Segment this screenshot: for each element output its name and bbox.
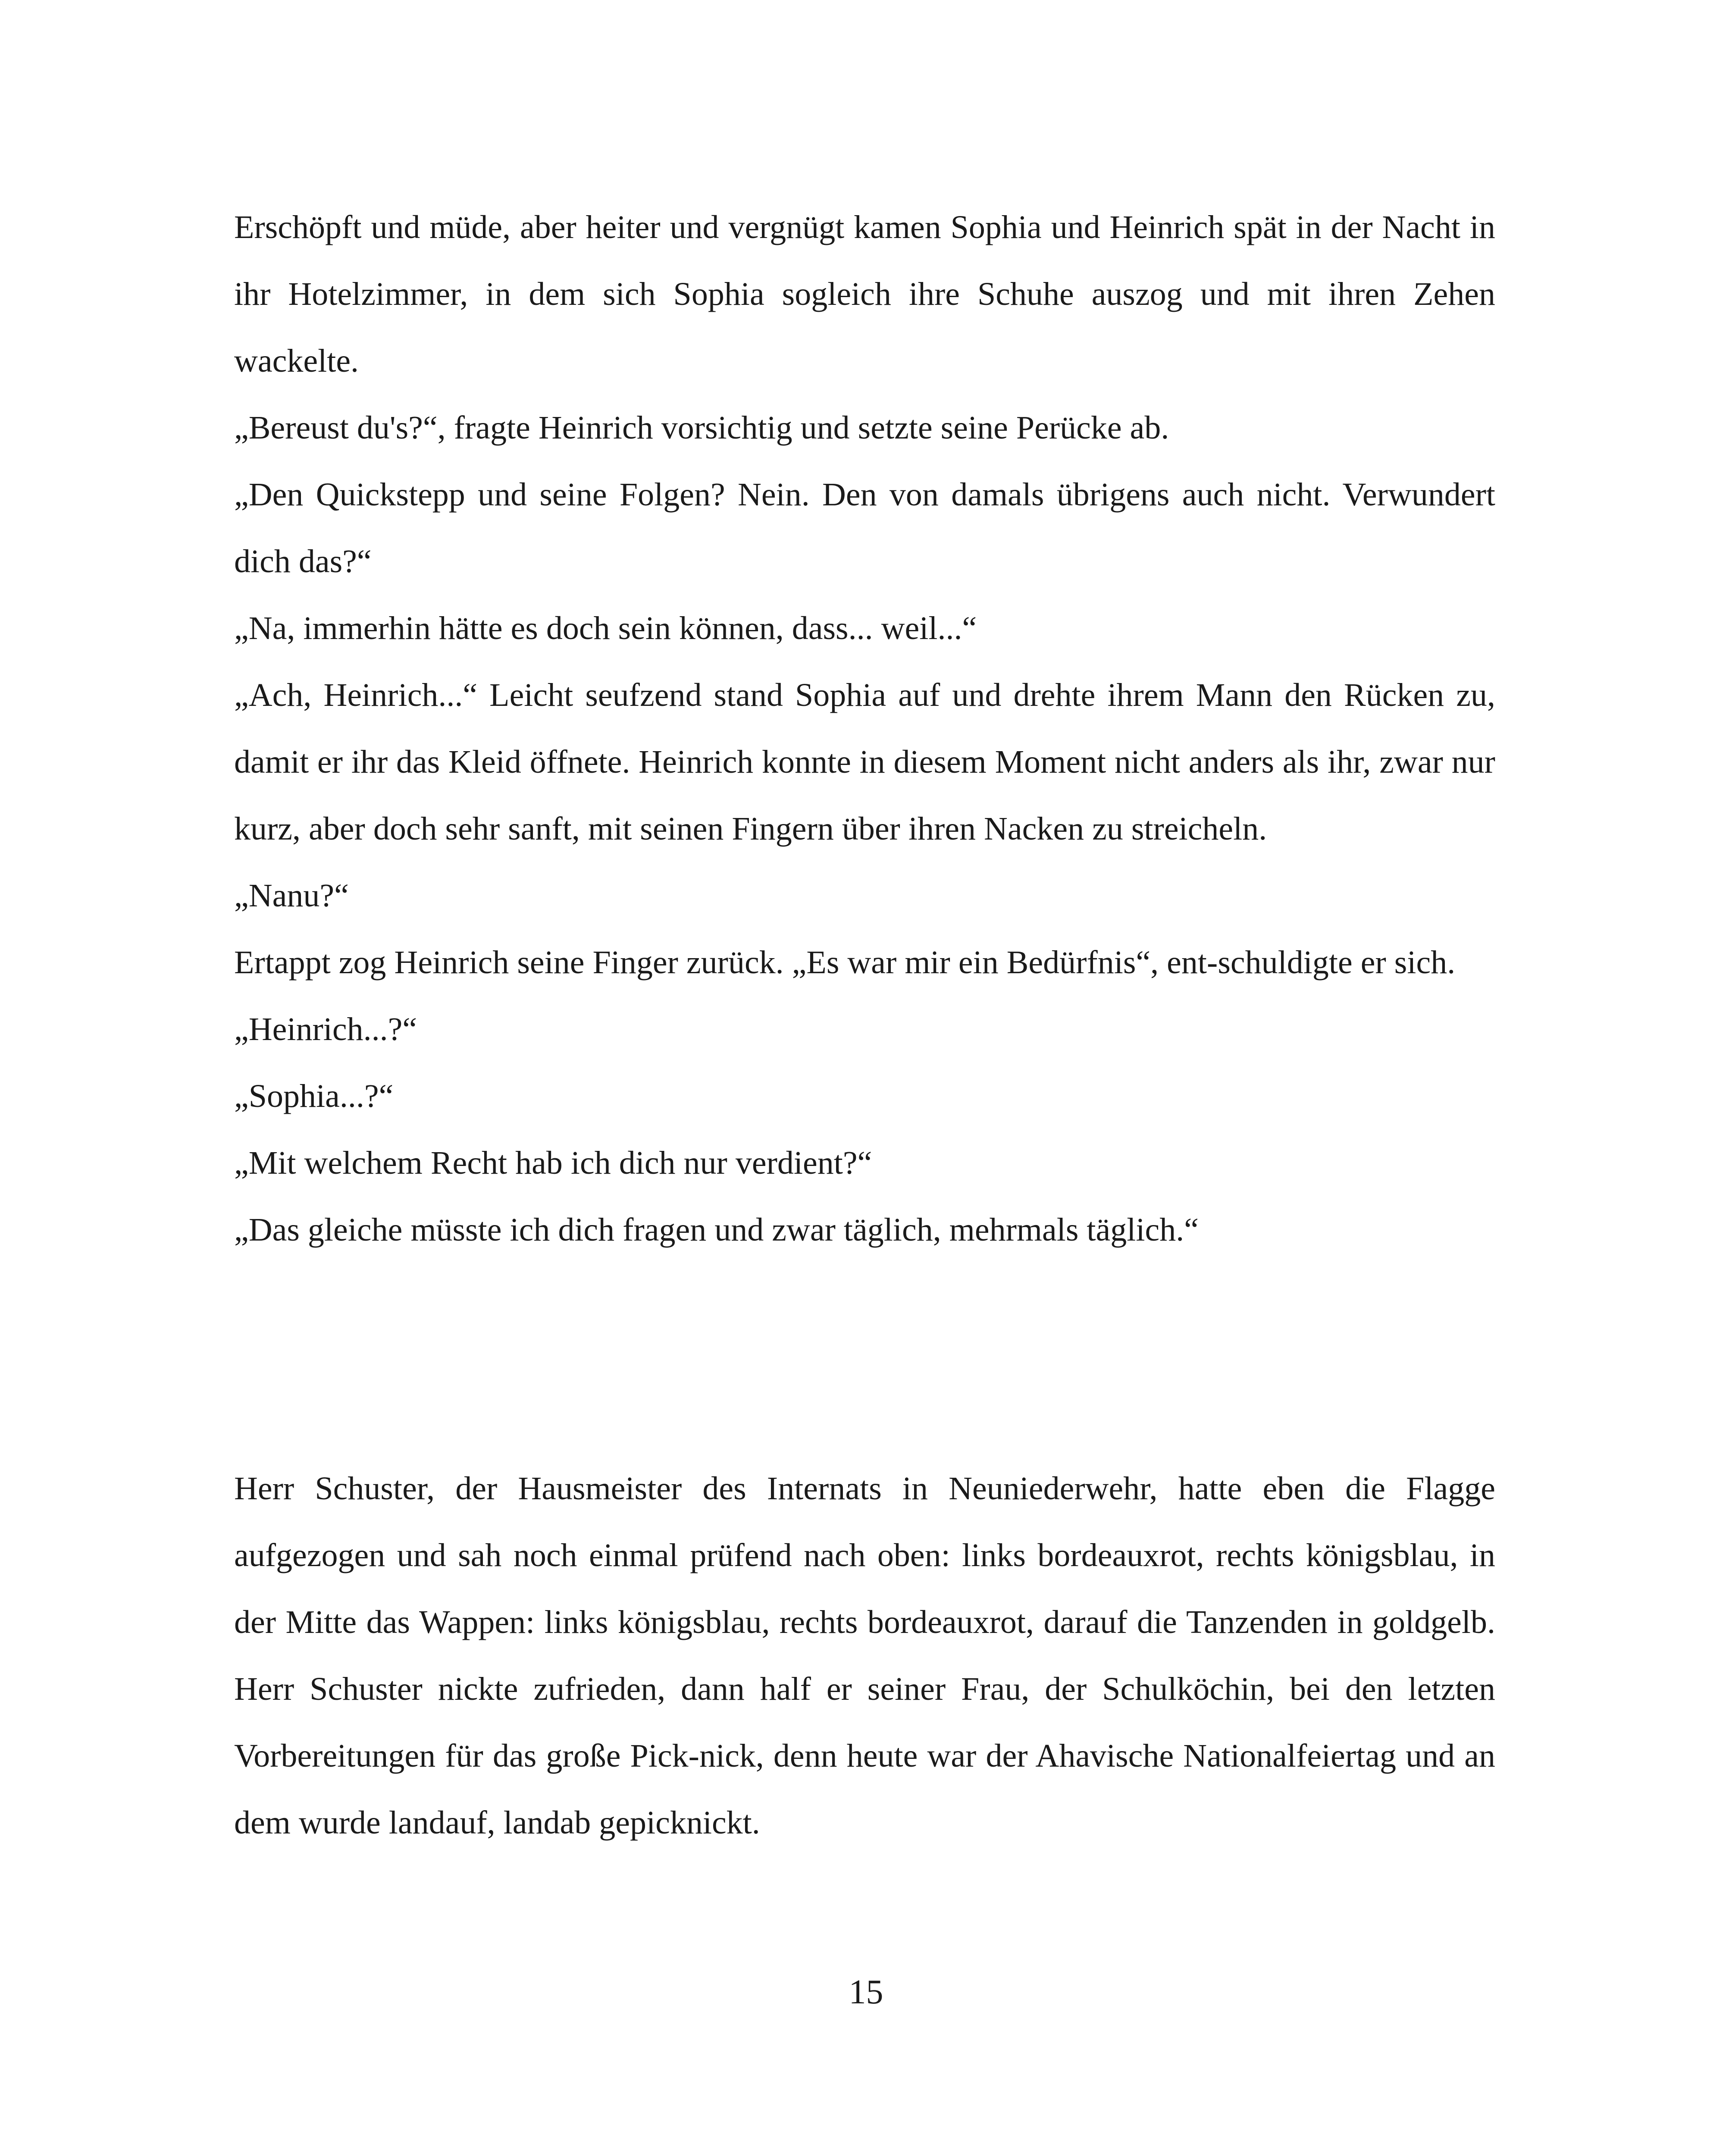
paragraph: „Mit welchem Recht hab ich dich nur verdient?“ — [234, 1145, 872, 1181]
paragraph: Ertappt zog Heinrich seine Finger zurück. „Es war mir ein Bedürfnis“, ent-schuldigte er sich. — [234, 944, 1456, 981]
paragraph: Erschöpft und müde, aber heiter und vergnügt kamen Sophia und Heinrich spät in der Nacht in ihr Hotelzimmer, in dem sich Sophia sogleich ihre Schuhe auszog und mit ihren Zehen wackelte. — [234, 209, 1495, 379]
text-section-1 — [234, 194, 1495, 1263]
paragraph: „Nanu?“ — [234, 877, 349, 914]
paragraph: „Sophia...?“ — [234, 1078, 394, 1114]
paragraph: Herr Schuster, der Hausmeister des Internats in Neuniederwehr, hatte eben die Flagge aufgezogen und sah noch einmal prüfend nach oben: links bordeauxrot, rechts königsblau, in der Mitte das Wappen: links königsblau, rechts bordeauxrot, darauf die Tanzenden in goldgelb. Herr Schuster nickte zufrieden, dann half er seiner Frau, der Schulköchin, bei den letzten Vorbereitungen für das große Pick-nick, denn heute war der Ahavische Nationalfeiertag und an dem wurde landauf, landab gepicknickt. — [234, 1470, 1495, 1841]
paragraph: „Ach, Heinrich...“ Leicht seufzend stand Sophia auf und drehte ihrem Mann den Rücken zu, damit er ihr das Kleid öffnete. Heinrich konnte in diesem Moment nicht anders als ihr, zwar nur kurz, aber doch sehr sanft, mit seinen Fingern über ihren Nacken zu streicheln. — [234, 677, 1495, 847]
paragraph: „Bereust du's?“, fragte Heinrich vorsichtig und setzte seine Perücke ab. — [234, 410, 1169, 446]
paragraph: „Na, immerhin hätte es doch sein können, dass... weil...“ — [234, 610, 977, 646]
paragraph: „Heinrich...?“ — [234, 1011, 417, 1047]
text-section-2 — [234, 1455, 1495, 1856]
page-number: 15 — [849, 1973, 883, 2011]
paragraph: „Das gleiche müsste ich dich fragen und zwar täglich, mehrmals täglich.“ — [234, 1212, 1199, 1248]
paragraph: „Den Quickstepp und seine Folgen? Nein. Den von damals übrigens auch nicht. Verwundert dich das?“ — [234, 476, 1495, 580]
